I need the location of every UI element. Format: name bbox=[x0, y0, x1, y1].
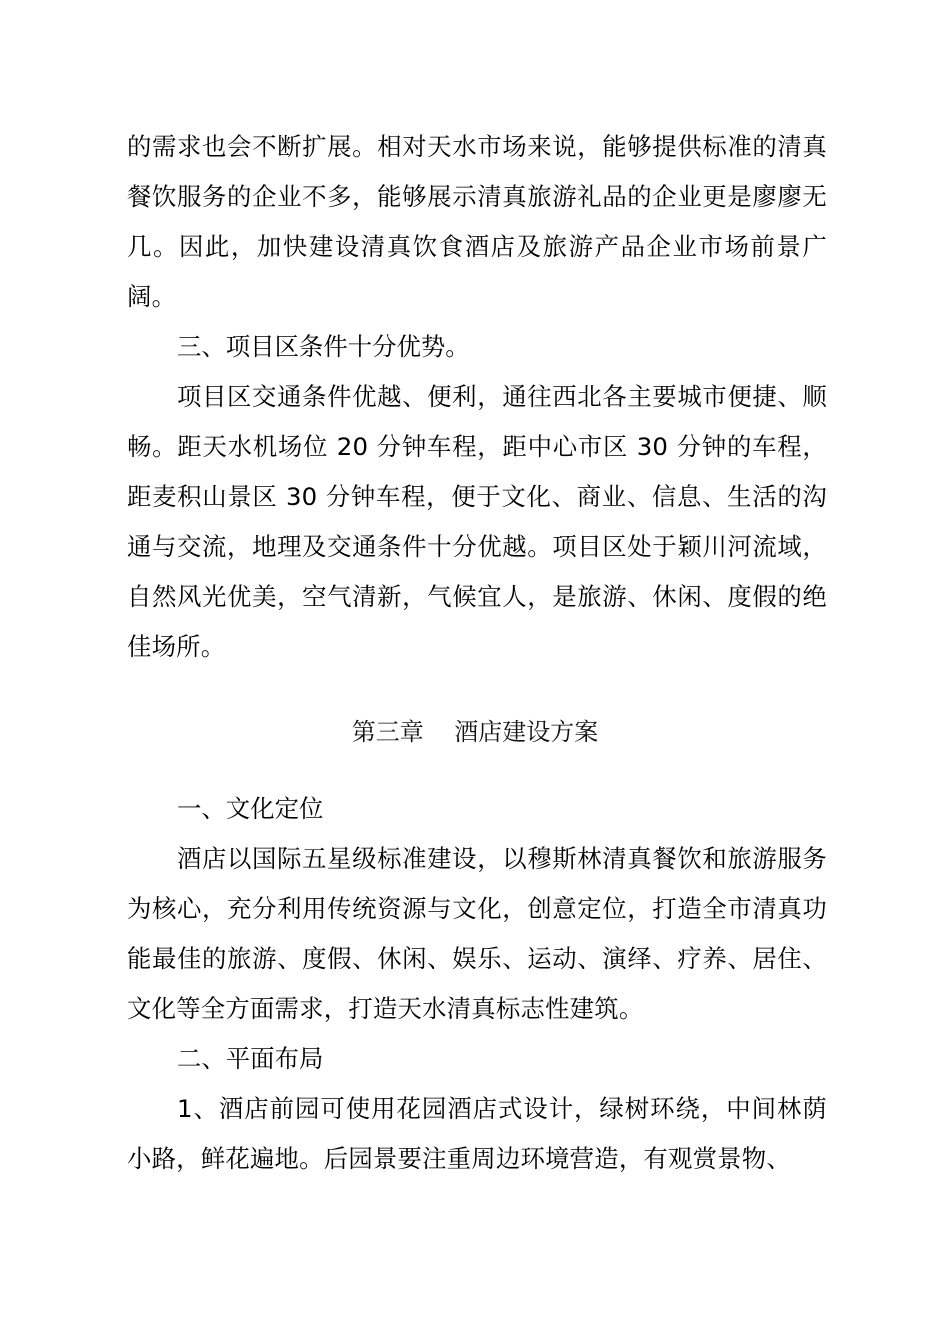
heading-cultural-positioning: 一、文化定位 bbox=[177, 794, 324, 823]
heading-floor-plan: 二、平面布局 bbox=[177, 1044, 324, 1073]
paragraph-transport-conditions: 项目区交通条件优越、便利，通往西北各主要城市便捷、顺畅。距天水机场位 20 分钟车程，距中心市区 30 分钟的车程，距麦积山景区 30 分钟车程，便于文化、商业、信息、生活的沟通与交流，地理及交通条件十分优越。项目区处于颖川河流域，自然风光优美，空气清新，气候宜人，是旅游、休闲、度假的绝佳场所。 bbox=[127, 382, 827, 661]
chapter-title: 第三章 酒店建设方案 bbox=[351, 718, 599, 746]
paragraph-market-demand: 的需求也会不断扩展。相对天水市场来说，能够提供标准的清真餐饮服务的企业不多，能够展示清真旅游礼品的企业更是廖廖无几。因此，加快建设清真饮食酒店及旅游产品企业市场前景广阔。 bbox=[127, 132, 827, 311]
paragraph-cultural-positioning: 酒店以国际五星级标准建设，以穆斯林清真餐饮和旅游服务为核心，充分利用传统资源与文化，创意定位，打造全市清真功能最佳的旅游、度假、休闲、娱乐、运动、演绎、疗养、居住、文化等全方面需求，打造天水清真标志性建筑。 bbox=[127, 844, 827, 1023]
paragraph-floor-plan: 1、酒店前园可使用花园酒店式设计，绿树环绕，中间林荫小路，鲜花遍地。后园景要注重周边环境营造，有观赏景物、 bbox=[127, 1094, 827, 1173]
heading-project-conditions: 三、项目区条件十分优势。 bbox=[177, 332, 470, 361]
